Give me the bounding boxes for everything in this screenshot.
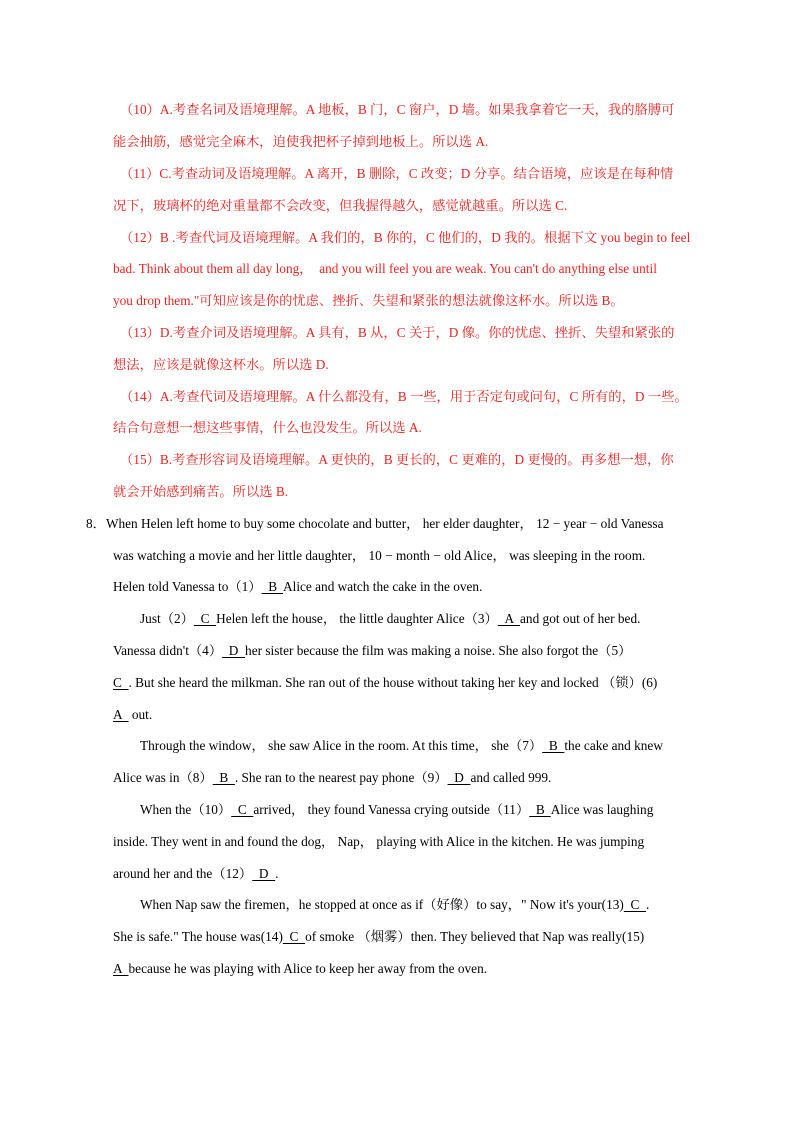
passage-text: Through the window， she saw Alice in the room. At this time， she（7） [140, 738, 543, 753]
answer-blank-6: A [113, 707, 129, 722]
paragraph-2-line-2 [113, 639, 703, 663]
question-8-line-2: was watching a movie and her little daughter， 10 − month − old Alice， was sleeping in the room. [113, 548, 646, 563]
answer-blank-14: C [282, 929, 306, 944]
explanation-12-line-3: you drop them."可知应该是你的忧虑、挫折、失望和紧张的想法就像这杯水。所以选 B。 [113, 293, 624, 308]
explanation-14-line-1: （14）A.考查代词及语境理解。A 什么都没有，B 一些，用于否定句或问句，C 所有的，D 一些。 [120, 389, 688, 404]
explanation-13-line-1: （13）D.考查介词及语境理解。A 具有，B 从，C 关于，D 像。你的忧虑、挫折、失望和紧张的 [120, 325, 675, 340]
answer-blank-12: D [252, 866, 276, 881]
paragraph-5-line-3 [113, 957, 703, 981]
passage-text: When the（10） [140, 802, 232, 817]
explanation-10-line-1: （10）A.考查名词及语境理解。A 地板，B 门，C 窗户，D 墙。如果我拿着它一天，我的胳膊可 [120, 102, 675, 117]
answer-blank-10: C [231, 802, 254, 817]
paragraph-2-line-3 [113, 671, 713, 695]
paragraph-4-line-2: inside. They went in and found the dog， Nap， playing with Alice in the kitchen. He was jumping [113, 834, 645, 849]
explanation-15-line-2: 就会开始感到痛苦。所以选 B. [113, 484, 289, 499]
explanation-11-line-1: （11）C.考查动词及语境理解。A 离开，B 删除，C 改变；D 分享。结合语境，应该是在每种情 [120, 166, 674, 181]
paragraph-3-line-1 [140, 734, 705, 758]
explanation-15-line-1: （15）B.考查形容词及语境理解。A 更快的，B 更长的，C 更难的，D 更慢的。再多想一想，你 [120, 452, 674, 467]
passage-text: and called 999. [470, 770, 552, 785]
answer-blank-2: C [193, 611, 217, 626]
answer-blank-4: D [222, 643, 246, 658]
explanation-12-line-2: bad. Think about them all day long， and you will feel you are weak. You can't do anything else until [113, 261, 657, 276]
passage-text: She is safe." The house was(14) [113, 929, 283, 944]
passage-text: around her and the（12） [113, 866, 253, 881]
explanation-13-line-2: 想法，应该是就像这杯水。所以选 D. [113, 357, 329, 372]
answer-blank-13: C [623, 897, 646, 912]
passage-text: When Nap saw the firemen，he stopped at once as if（好像）to say，" Now it's your(13) [140, 897, 624, 912]
passage-text: Vanessa didn't（4） [113, 643, 223, 658]
paragraph-5-line-1 [140, 893, 705, 917]
passage-text: . [645, 897, 650, 912]
answer-blank-8: B [212, 770, 235, 785]
answer-blank-5: C [113, 675, 129, 690]
passage-text: her sister because the film was making a noise. She also forgot the（5） [245, 643, 632, 658]
passage-text: arrived， they found Vanessa crying outside（11） [253, 802, 530, 817]
passage-text: because he was playing with Alice to keep her away from the oven. [128, 961, 488, 976]
answer-blank-9: D [447, 770, 471, 785]
paragraph-4-line-3 [113, 862, 703, 886]
question-number: 8． [86, 516, 106, 531]
passage-text: out. [128, 707, 153, 722]
passage-text: Alice was laughing [550, 802, 654, 817]
passage-text: Alice was in（8） [113, 770, 213, 785]
paragraph-3-line-2 [113, 766, 703, 790]
paragraph-2-line-4 [113, 703, 703, 727]
question-8-line-3 [113, 575, 703, 599]
passage-text: . [275, 866, 279, 881]
explanation-12-line-1: （12）B .考查代词及语境理解。A 我们的，B 你的，C 他们的，D 我的。根据下文 you begin to feel [120, 230, 691, 245]
answer-blank-11: B [529, 802, 551, 817]
explanation-14-line-2: 结合句意想一想这些事情，什么也没发生。所以选 A. [113, 420, 422, 435]
answer-blank-1: B [261, 579, 284, 594]
passage-text: Helen told Vanessa to（1） [113, 579, 262, 594]
answer-blank-3: A [497, 611, 521, 626]
passage-text: Just（2） [140, 611, 194, 626]
passage-text: When Helen left home to buy some chocolate and butter， her elder daughter， 12 − year − old Vanessa [105, 516, 664, 531]
paragraph-5-line-2 [113, 925, 703, 949]
passage-text: . She ran to the nearest pay phone（9） [234, 770, 448, 785]
passage-text: . But she heard the milkman. She ran out of the house without taking her key and locked （锁）(6) [128, 675, 658, 690]
explanation-10-line-2: 能会抽筋，感觉完全麻木，迫使我把杯子掉到地板上。所以选 A. [113, 134, 489, 149]
answer-blank-7: B [542, 738, 565, 753]
passage-text: Helen left the house， the little daughter Alice（3） [216, 611, 498, 626]
passage-text: and got out of her bed. [520, 611, 641, 626]
explanation-11-line-2: 况下，玻璃杯的绝对重量都不会改变，但我握得越久，感觉就越重。所以选 C. [113, 198, 568, 213]
passage-text: of smoke （烟雾）then. They believed that Nap was really(15) [305, 929, 645, 944]
passage-text: the cake and knew [564, 738, 663, 753]
answer-blank-15: A [113, 961, 129, 976]
paragraph-4-line-1 [140, 798, 705, 822]
question-8-line-1 [86, 512, 706, 536]
passage-text: Alice and watch the cake in the oven. [283, 579, 483, 594]
paragraph-2-line-1 [140, 607, 705, 631]
